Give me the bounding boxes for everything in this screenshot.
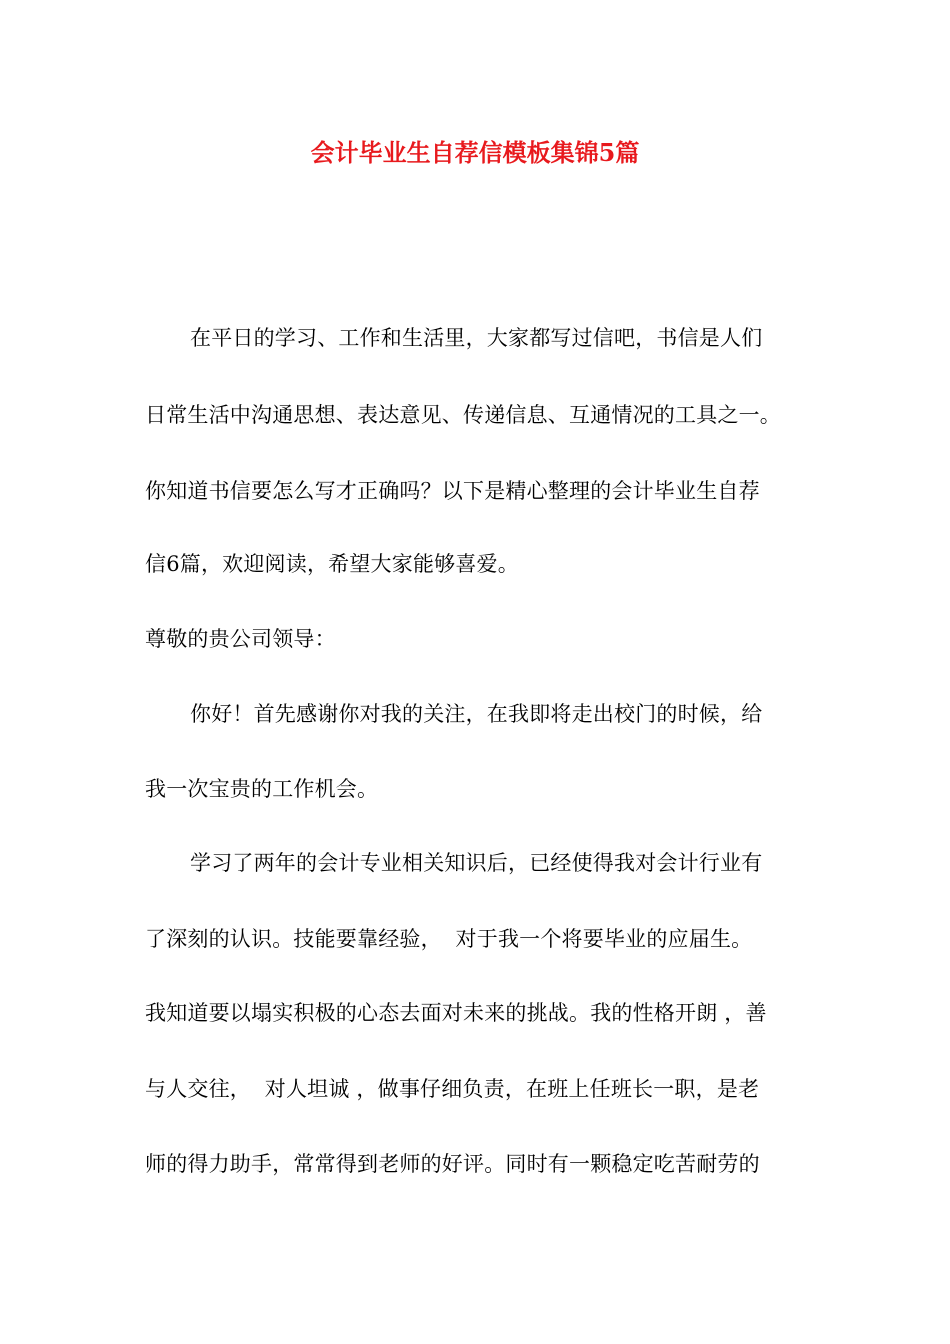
paragraph-line: 在平日的学习、工作和生活里，大家都写过信吧，书信是人们	[190, 326, 763, 350]
paragraph-line: 你知道书信要怎么写才正确吗？以下是精心整理的会计毕业生自荐	[145, 479, 760, 503]
paragraph-line: 你好！首先感谢你对我的关注，在我即将走出校门的时候，给	[190, 702, 763, 726]
paragraph-line: 学习了两年的会计专业相关知识后，已经使得我对会计行业有	[190, 851, 763, 875]
paragraph-line: 日常生活中沟通思想、表达意见、传递信息、互通情况的工具之一。	[145, 403, 781, 427]
paragraph-line: 与人交往， 对人坦诚 ，做事仔细负责，在班上任班长一职，是老	[145, 1077, 760, 1101]
paragraph-line: 我知道要以塌实积极的心态去面对未来的挑战。我的性格开朗 ，善	[145, 1001, 767, 1025]
paragraph-line: 我一次宝贵的工作机会。	[145, 777, 379, 801]
document-title: 会计毕业生自荐信模板集锦5篇	[310, 138, 640, 167]
paragraph-line: 信6篇，欢迎阅读，希望大家能够喜爱。	[145, 552, 519, 576]
paragraph-line: 师的得力助手，常常得到老师的好评。同时有一颗稳定吃苦耐劳的	[145, 1152, 760, 1176]
salutation-line: 尊敬的贵公司领导：	[145, 627, 336, 651]
paragraph-line: 了深刻的认识。技能要靠经验， 对于我一个将要毕业的应届生。	[145, 927, 753, 951]
